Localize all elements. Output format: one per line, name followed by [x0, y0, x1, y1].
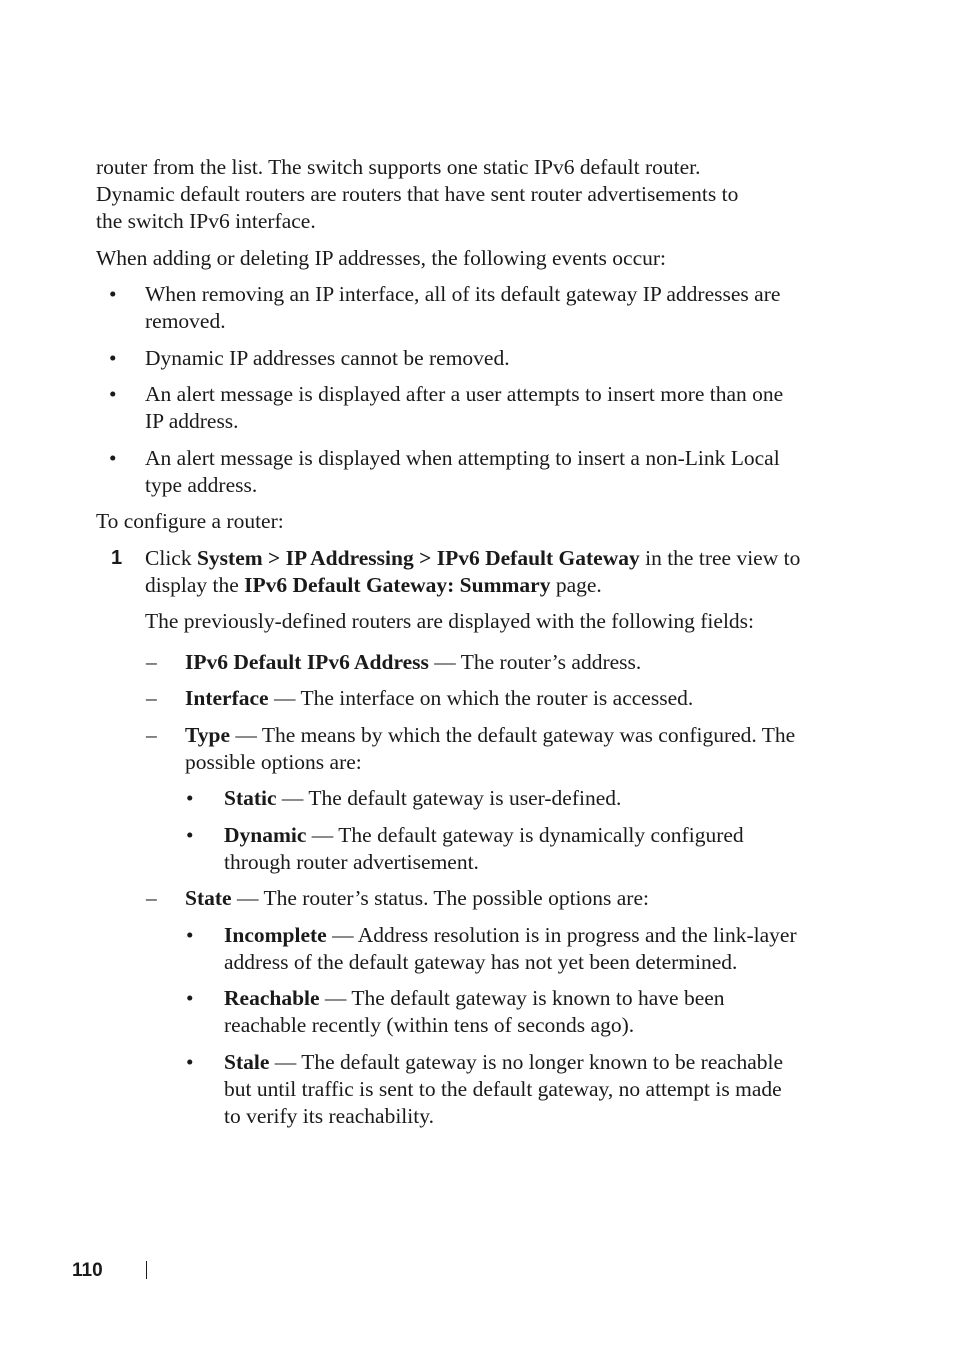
- step-line: [145, 545, 825, 572]
- field-item: [185, 685, 825, 712]
- field-name: IPv6 Default IPv6 Address: [185, 650, 429, 674]
- bullet-icon: •: [109, 282, 117, 306]
- option-desc: — The default gateway is known to have been: [319, 986, 725, 1010]
- option-desc: — Address resolution is in progress and the link-layer: [326, 923, 797, 947]
- field-name: Type: [185, 723, 230, 747]
- dash-icon: –: [146, 686, 157, 710]
- option-desc: — The default gateway is user-defined.: [276, 786, 622, 810]
- option-line: [224, 1049, 824, 1076]
- option-name: Stale: [224, 1050, 270, 1074]
- intro-paragraph: [96, 154, 826, 235]
- field-desc: — The interface on which the router is accessed.: [268, 686, 694, 710]
- bullet-icon: •: [186, 1050, 194, 1074]
- intro-line: Dynamic default routers are routers that have sent router advertisements to: [96, 182, 739, 206]
- bullet-icon: •: [186, 923, 194, 947]
- step-text: [145, 545, 825, 599]
- field-item: [185, 722, 825, 776]
- field-desc: — The means by which the default gateway was configured. The: [230, 723, 796, 747]
- option-name: Reachable: [224, 986, 320, 1010]
- menu-path: System > IP Addressing > IPv6 Default Gateway: [196, 546, 640, 570]
- list-item: [145, 445, 825, 499]
- configure-intro: To configure a router:: [96, 509, 284, 533]
- dash-icon: –: [146, 886, 157, 910]
- dash-icon: –: [146, 723, 157, 747]
- step-line: [145, 572, 825, 599]
- fields-intro: The previously-defined routers are displayed with the following fields:: [145, 609, 755, 633]
- option-line: [224, 985, 824, 1012]
- list-item: [145, 345, 825, 372]
- step-click-text: Click: [145, 546, 197, 570]
- list-item-line: Dynamic IP addresses cannot be removed.: [145, 346, 510, 370]
- field-item: [185, 885, 825, 912]
- field-name: State: [185, 886, 232, 910]
- list-item-line: removed.: [145, 309, 226, 333]
- option-desc: to verify its reachability.: [224, 1104, 434, 1128]
- list-item-line: When removing an IP interface, all of its default gateway IP addresses are: [145, 282, 781, 306]
- field-item: [185, 649, 825, 676]
- option-desc: through router advertisement.: [224, 850, 479, 874]
- option-line: [224, 822, 824, 849]
- option-desc: but until traffic is sent to the default gateway, no attempt is made: [224, 1077, 782, 1101]
- list-item-line: An alert message is displayed when attempting to insert a non-Link Local: [145, 446, 780, 470]
- step-number: 1: [111, 547, 123, 569]
- step-text-end: page.: [550, 573, 602, 597]
- field-desc: — The router’s status. The possible options are:: [231, 886, 649, 910]
- option-desc: — The default gateway is dynamically configured: [306, 823, 744, 847]
- field-name: Interface: [185, 686, 269, 710]
- footer-divider: [146, 1261, 147, 1279]
- bullet-icon: •: [109, 346, 117, 370]
- list-item: [145, 381, 825, 435]
- field-desc: possible options are:: [185, 750, 362, 774]
- option-line: [224, 922, 824, 949]
- events-intro: When adding or deleting IP addresses, the following events occur:: [96, 246, 666, 270]
- option-desc: — The default gateway is no longer known to be reachable: [269, 1050, 784, 1074]
- option-name: Incomplete: [224, 923, 327, 947]
- intro-line: the switch IPv6 interface.: [96, 209, 316, 233]
- field-desc: — The router’s address.: [428, 650, 642, 674]
- bullet-icon: •: [186, 786, 194, 810]
- option-item: [224, 785, 824, 812]
- field-line: [185, 722, 825, 749]
- page-name: IPv6 Default Gateway: Summary: [244, 573, 551, 597]
- step-text-mid: in the tree view to: [639, 546, 801, 570]
- step-display-text: display the: [145, 573, 245, 597]
- intro-line: router from the list. The switch supports one static IPv6 default router.: [96, 155, 701, 179]
- option-name: Static: [224, 786, 277, 810]
- list-item-line: IP address.: [145, 409, 239, 433]
- bullet-icon: •: [109, 446, 117, 470]
- option-name: Dynamic: [224, 823, 307, 847]
- option-desc: address of the default gateway has not yet been determined.: [224, 950, 738, 974]
- bullet-icon: •: [186, 986, 194, 1010]
- list-item-line: An alert message is displayed after a user attempts to insert more than one: [145, 382, 784, 406]
- option-item: [224, 922, 824, 976]
- list-item-line: type address.: [145, 473, 258, 497]
- page-number: 110: [72, 1260, 103, 1281]
- option-item: [224, 1049, 824, 1130]
- dash-icon: –: [146, 650, 157, 674]
- list-item: [145, 281, 825, 335]
- option-item: [224, 822, 824, 876]
- option-desc: reachable recently (within tens of seconds ago).: [224, 1013, 635, 1037]
- bullet-icon: •: [186, 823, 194, 847]
- bullet-icon: •: [109, 382, 117, 406]
- option-item: [224, 985, 824, 1039]
